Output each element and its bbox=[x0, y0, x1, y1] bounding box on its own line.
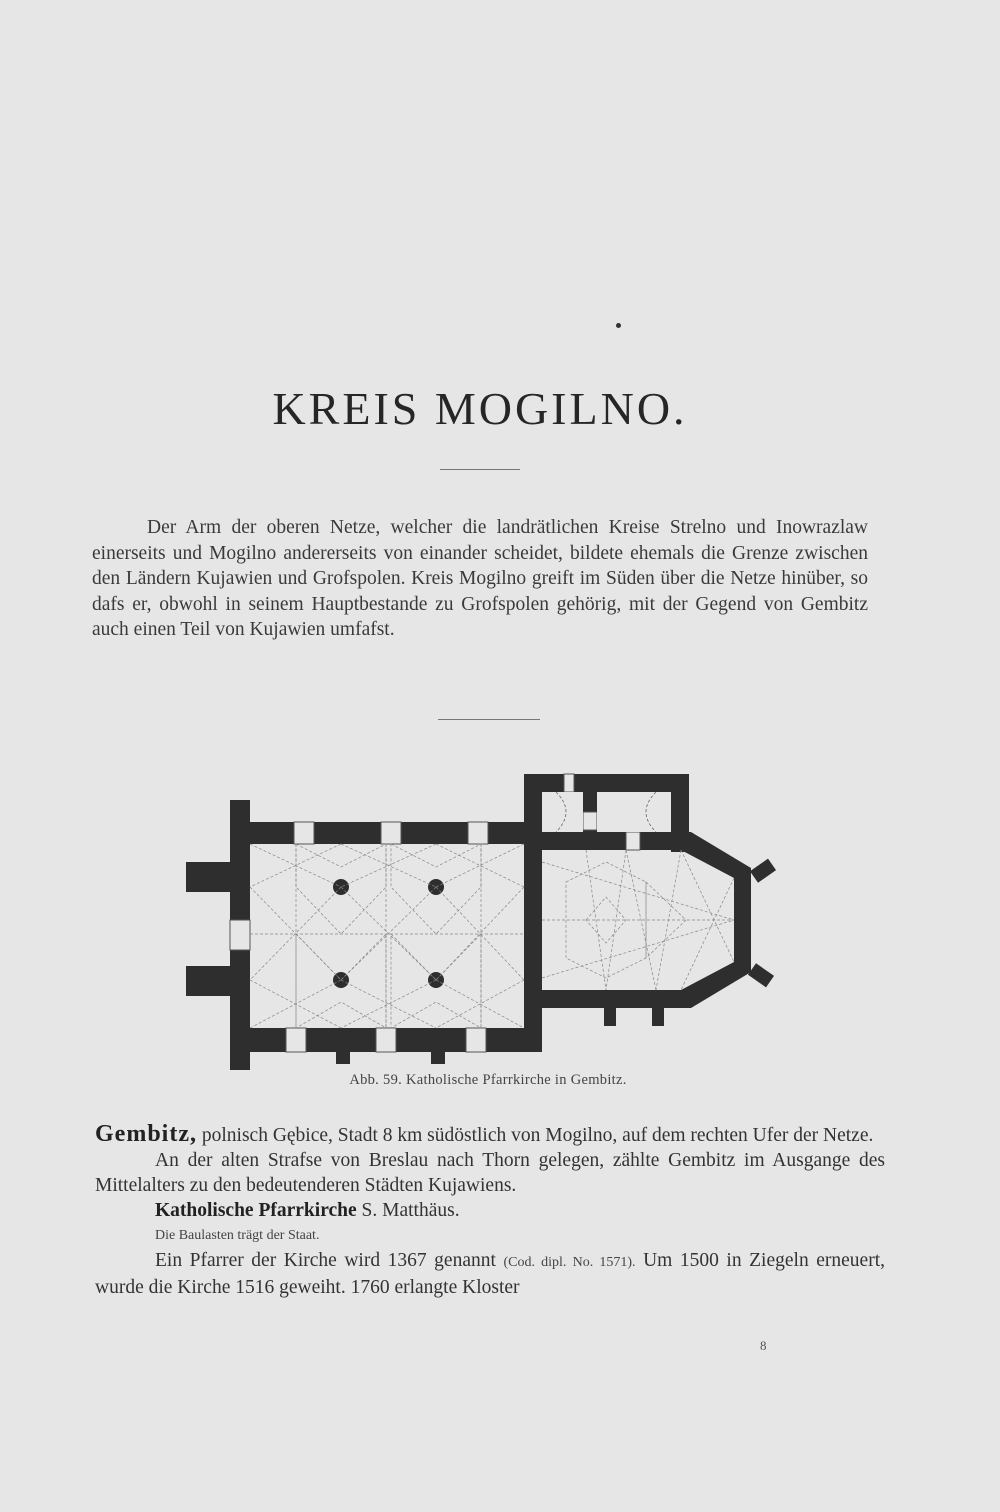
title-divider bbox=[440, 469, 520, 470]
church-floor-plan bbox=[186, 772, 786, 1072]
chancel-vault-ribs bbox=[542, 850, 734, 990]
print-speck bbox=[616, 323, 621, 328]
figure-caption: Abb. 59. Katholische Pfarrkirche in Gembitz. bbox=[349, 1072, 627, 1088]
church-history-end: Um 1500 in Ziegeln erneuert, wurde die Kirche 1516 geweiht. 1760 erlangte Kloster bbox=[95, 1250, 885, 1298]
entry-text bbox=[95, 1122, 885, 1300]
history-paragraph: An der alten Strafse von Breslau nach Thorn gelegen, zählte Gembitz im Ausgange des Mittelalters zu den bedeutenderen Städten Kujawiens. bbox=[95, 1150, 885, 1196]
place-name: Gembitz, bbox=[95, 1121, 197, 1147]
church-history-start: Ein Pfarrer der Kirche wird 1367 genannt bbox=[155, 1250, 504, 1271]
church-history-paragraph bbox=[95, 1248, 885, 1300]
intro-divider bbox=[438, 719, 540, 720]
building-costs-note: Die Baulasten trägt der Staat. bbox=[155, 1228, 320, 1243]
church-dedication: S. Matthäus. bbox=[356, 1200, 460, 1221]
intro-paragraph bbox=[92, 515, 868, 643]
place-description: polnisch Gębice, Stadt 8 km südöstlich von Mogilno, auf dem rechten Ufer der Netze. bbox=[196, 1125, 874, 1146]
church-heading: Katholische Pfarrkirche bbox=[155, 1200, 357, 1221]
church-heading-line bbox=[95, 1198, 885, 1223]
intro-text: Der Arm der oberen Netze, welcher die landrätlichen Kreise Strelno und Inowrazlaw einerseits und Mogilno andererseits von einander scheidet, bildete ehemals die Grenze zwischen den Ländern Kujawien und Grofspolen. Kreis Mogilno greift im Süden über die Netze hinüber, so dafs er, obwohl in seinem Hauptbestande zu Grofspolen gehörig, mit der Gegend von Gembitz auch einen Teil von Kujawien umfafst. bbox=[92, 517, 868, 640]
nave-vault-ribs bbox=[250, 844, 524, 1028]
entry-intro bbox=[95, 1122, 885, 1148]
page-number: 8 bbox=[760, 1338, 767, 1353]
page-title: KREIS MOGILNO. bbox=[272, 383, 688, 434]
citation: (Cod. dipl. No. 1571). bbox=[503, 1255, 636, 1270]
